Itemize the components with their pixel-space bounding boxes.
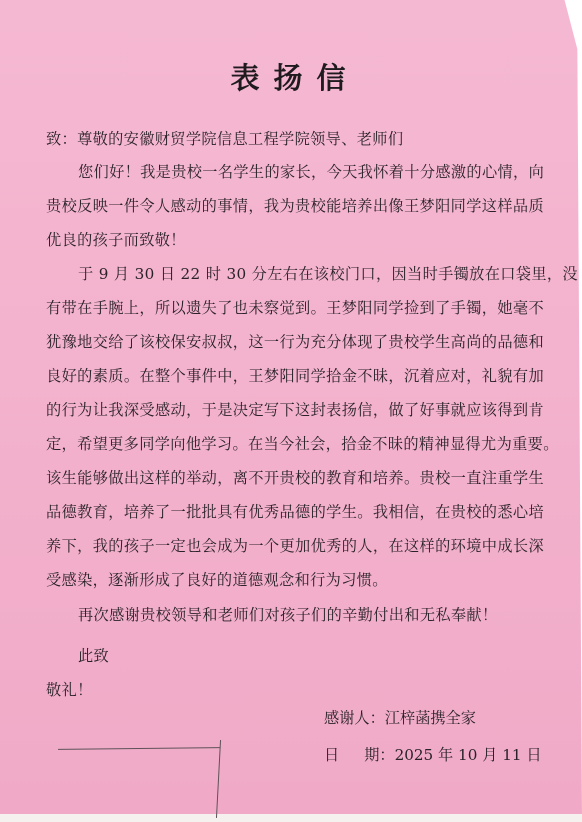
date-label-1: 日 (324, 746, 340, 764)
paragraph-line: 的行为让我深受感动，于是决定写下这封表扬信，做了好事就应该得到肯 (46, 401, 544, 419)
paragraph-line: 良好的素质。在整个事件中，王梦阳同学拾金不昧，沉着应对，礼貌有加 (46, 367, 544, 385)
signature-label: 感谢人： (324, 709, 385, 727)
paragraph-line: 有带在手腕上，所以遗失了也未察觉到。王梦阳同学捡到了手镯，她毫不 (46, 299, 544, 317)
paragraph-line: 定，希望更多同学向他学习。在当今社会，拾金不昧的精神显得尤为重要。 (46, 435, 559, 453)
paragraph-line: 品德教育，培养了一批批具有优秀品德的学生。我相信，在贵校的悉心培 (46, 503, 544, 521)
paragraph-line: 再次感谢贵校领导和老师们对孩子们的辛勤付出和无私奉献！ (78, 606, 498, 624)
salutation: 致：尊敬的安徽财贸学院信息工程学院领导、老师们 (46, 130, 404, 148)
closing-respect: 此致 (78, 647, 110, 665)
paragraph-line: 犹豫地交给了该校保安叔叔，这一行为充分体现了贵校学生高尚的品德和 (46, 333, 544, 351)
paragraph-line: 该生能够做出这样的举动，离不开贵校的教育和培养。贵校一直注重学生 (46, 469, 544, 487)
letter-title: 表扬信 (230, 61, 360, 95)
table-surface (0, 814, 582, 822)
paragraph-line: 贵校反映一件令人感动的事情，我为贵校能培养出像王梦阳同学这样品质 (46, 197, 544, 215)
paragraph-line: 优良的孩子而致敬！ (46, 231, 186, 249)
signature-name: 江梓菡携全家 (384, 709, 476, 727)
date-line (324, 745, 542, 765)
signature (324, 708, 476, 728)
paragraph-line: 养下，我的孩子一定也会成为一个更加优秀的人，在这样的环境中成长深 (46, 537, 544, 555)
date-value: 2025 年 10 月 11 日 (394, 746, 542, 764)
closing-salute: 敬礼！ (46, 681, 93, 699)
paragraph-line: 受感染，逐渐形成了良好的道德观念和行为习惯。 (46, 571, 388, 589)
paragraph-line: 于 9 月 30 日 22 时 30 分左右在该校门口，因当时手镯放在口袋里，没 (78, 265, 578, 283)
paragraph-line: 您们好！我是贵校一名学生的家长，今天我怀着十分感激的心情，向 (78, 163, 545, 181)
date-label-2: 期： (364, 746, 395, 764)
